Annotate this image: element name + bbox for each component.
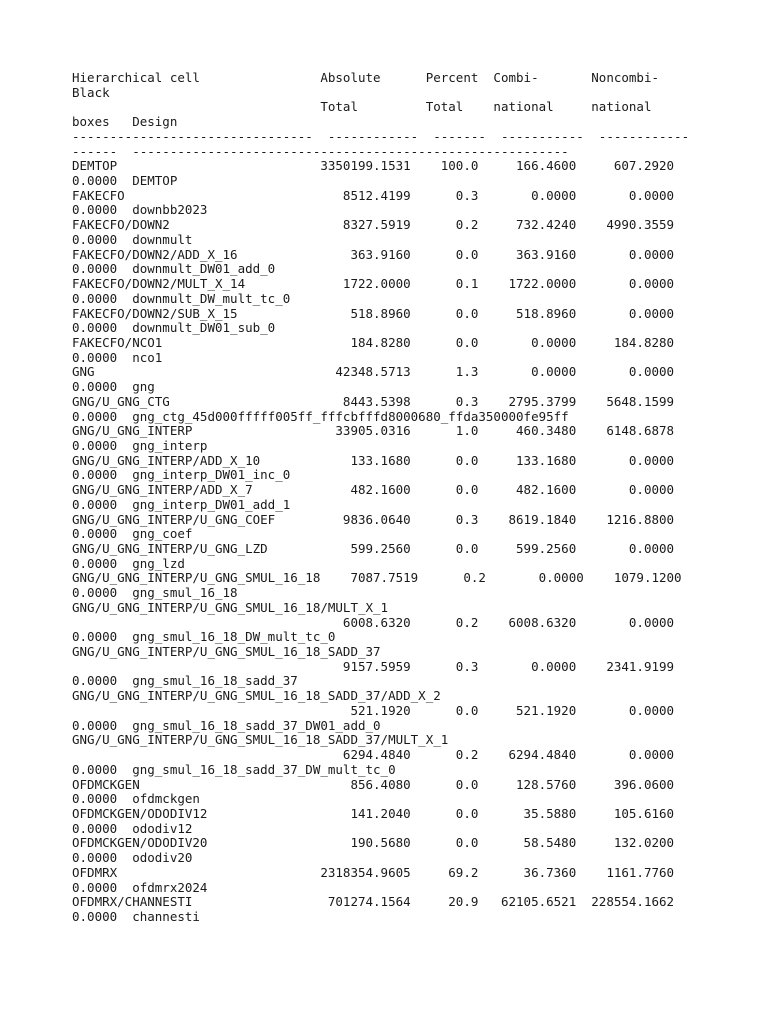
report-line: 0.0000 gng_smul_16_18_sadd_37_DW01_add_0: [72, 717, 381, 733]
report-line: 0.0000 gng_smul_16_18: [72, 585, 238, 601]
report-line: 0.0000 ododiv20: [72, 850, 193, 866]
report-line: 6008.6320 0.2 6008.6320 0.0000: [72, 614, 675, 630]
report-line: DEMTOP 3350199.1531 100.0 166.4600 607.2920: [72, 158, 675, 174]
report-line: FAKECFO/DOWN2/SUB_X_15 518.8960 0.0 518.8960 0.0000: [72, 305, 675, 321]
area-report-text: [72, 71, 712, 925]
report-line: 0.0000 gng_smul_16_18_sadd_37: [72, 673, 298, 689]
report-line: 9157.5959 0.3 0.0000 2341.9199: [72, 658, 675, 674]
report-line: 0.0000 nco1: [72, 349, 163, 365]
report-line: FAKECFO/DOWN2/MULT_X_14 1722.0000 0.1 1722.0000 0.0000: [72, 276, 675, 292]
report-line: 0.0000 downmult_DW01_add_0: [72, 261, 276, 277]
report-line: 0.0000 downmult: [72, 231, 193, 247]
report-line: FAKECFO/NCO1 184.8280 0.0 0.0000 184.8280: [72, 334, 675, 350]
report-line: 0.0000 gng_smul_16_18_sadd_37_DW_mult_tc_0: [72, 761, 396, 777]
report-line: FAKECFO/DOWN2/ADD_X_16 363.9160 0.0 363.9160 0.0000: [72, 246, 675, 262]
report-line: GNG/U_GNG_INTERP 33905.0316 1.0 460.3480 6148.6878: [72, 423, 675, 439]
report-line: 0.0000 gng_lzd: [72, 555, 185, 571]
report-line: GNG/U_GNG_CTG 8443.5398 0.3 2795.3799 5648.1599: [72, 393, 675, 409]
report-line: OFDMCKGEN 856.4080 0.0 128.5760 396.0600: [72, 776, 675, 792]
report-line: FAKECFO/DOWN2 8327.5919 0.2 732.4240 4990.3559: [72, 217, 675, 233]
report-line: FAKECFO 8512.4199 0.3 0.0000 0.0000: [72, 187, 675, 203]
report-line: 0.0000 gng_coef: [72, 526, 193, 542]
report-line: GNG/U_GNG_INTERP/U_GNG_LZD 599.2560 0.0 599.2560 0.0000: [72, 541, 675, 556]
report-line: 0.0000 gng_ctg_45d000fffff005ff_fffcbfffd8000680_ffda350000fe95ff: [72, 408, 569, 424]
report-line: GNG/U_GNG_INTERP/U_GNG_SMUL_16_18 7087.7519 0.2 0.0000 1079.1200: [72, 570, 682, 586]
report-line: boxes Design: [72, 114, 178, 130]
report-line: 0.0000 downmult_DW_mult_tc_0: [72, 290, 291, 306]
report-line: GNG/U_GNG_INTERP/U_GNG_COEF 9836.0640 0.3 8619.1840 1216.8800: [72, 511, 675, 527]
report-line: GNG/U_GNG_INTERP/ADD_X_10 133.1680 0.0 133.1680 0.0000: [72, 452, 675, 468]
report-line: 0.0000 gng_interp_DW01_add_1: [72, 496, 291, 512]
report-line: 0.0000 ofdmrx2024: [72, 879, 208, 895]
report-line: 0.0000 gng_smul_16_18_DW_mult_tc_0: [72, 629, 336, 645]
report-line: 0.0000 channesti: [72, 908, 200, 924]
report-line: 0.0000 downbb2023: [72, 202, 208, 218]
report-line: 0.0000 gng_interp: [72, 437, 208, 453]
report-line: -------------------------------- ------------ ------- ----------- ------------: [72, 128, 690, 144]
report-line: Black: [72, 84, 110, 100]
report-line: Hierarchical cell Absolute Percent Combi- Noncombi-: [72, 70, 659, 85]
report-line: GNG/U_GNG_INTERP/ADD_X_7 482.1600 0.0 482.1600 0.0000: [72, 482, 675, 498]
report-line: OFDMRX/CHANNESTI 701274.1564 20.9 62105.6521 228554.1662: [72, 894, 675, 910]
report-line: 0.0000 ododiv12: [72, 820, 193, 836]
report-line: GNG/U_GNG_INTERP/U_GNG_SMUL_16_18/MULT_X_1: [72, 599, 389, 615]
report-line: OFDMCKGEN/ODODIV12 141.2040 0.0 35.5880 105.6160: [72, 805, 675, 821]
report-line: GNG 42348.5713 1.3 0.0000 0.0000: [72, 364, 675, 380]
report-line: OFDMRX 2318354.9605 69.2 36.7360 1161.7760: [72, 864, 675, 880]
report-line: 0.0000 gng_interp_DW01_inc_0: [72, 467, 291, 483]
report-line: GNG/U_GNG_INTERP/U_GNG_SMUL_16_18_SADD_37/ADD_X_2: [72, 688, 441, 704]
report-line: 0.0000 DEMTOP: [72, 173, 178, 189]
report-line: GNG/U_GNG_INTERP/U_GNG_SMUL_16_18_SADD_37/MULT_X_1: [72, 732, 449, 748]
report-line: 0.0000 downmult_DW01_sub_0: [72, 320, 276, 336]
report-line: 0.0000 gng: [72, 379, 155, 395]
report-line: 0.0000 ofdmckgen: [72, 791, 200, 807]
report-line: ------ ----------------------------------------------------------: [72, 143, 569, 159]
report-line: GNG/U_GNG_INTERP/U_GNG_SMUL_16_18_SADD_37: [72, 644, 381, 660]
report-line: 6294.4840 0.2 6294.4840 0.0000: [72, 747, 675, 763]
report-line: Total Total national national: [72, 99, 652, 115]
report-line: 521.1920 0.0 521.1920 0.0000: [72, 702, 675, 718]
report-line: OFDMCKGEN/ODODIV20 190.5680 0.0 58.5480 132.0200: [72, 835, 675, 851]
